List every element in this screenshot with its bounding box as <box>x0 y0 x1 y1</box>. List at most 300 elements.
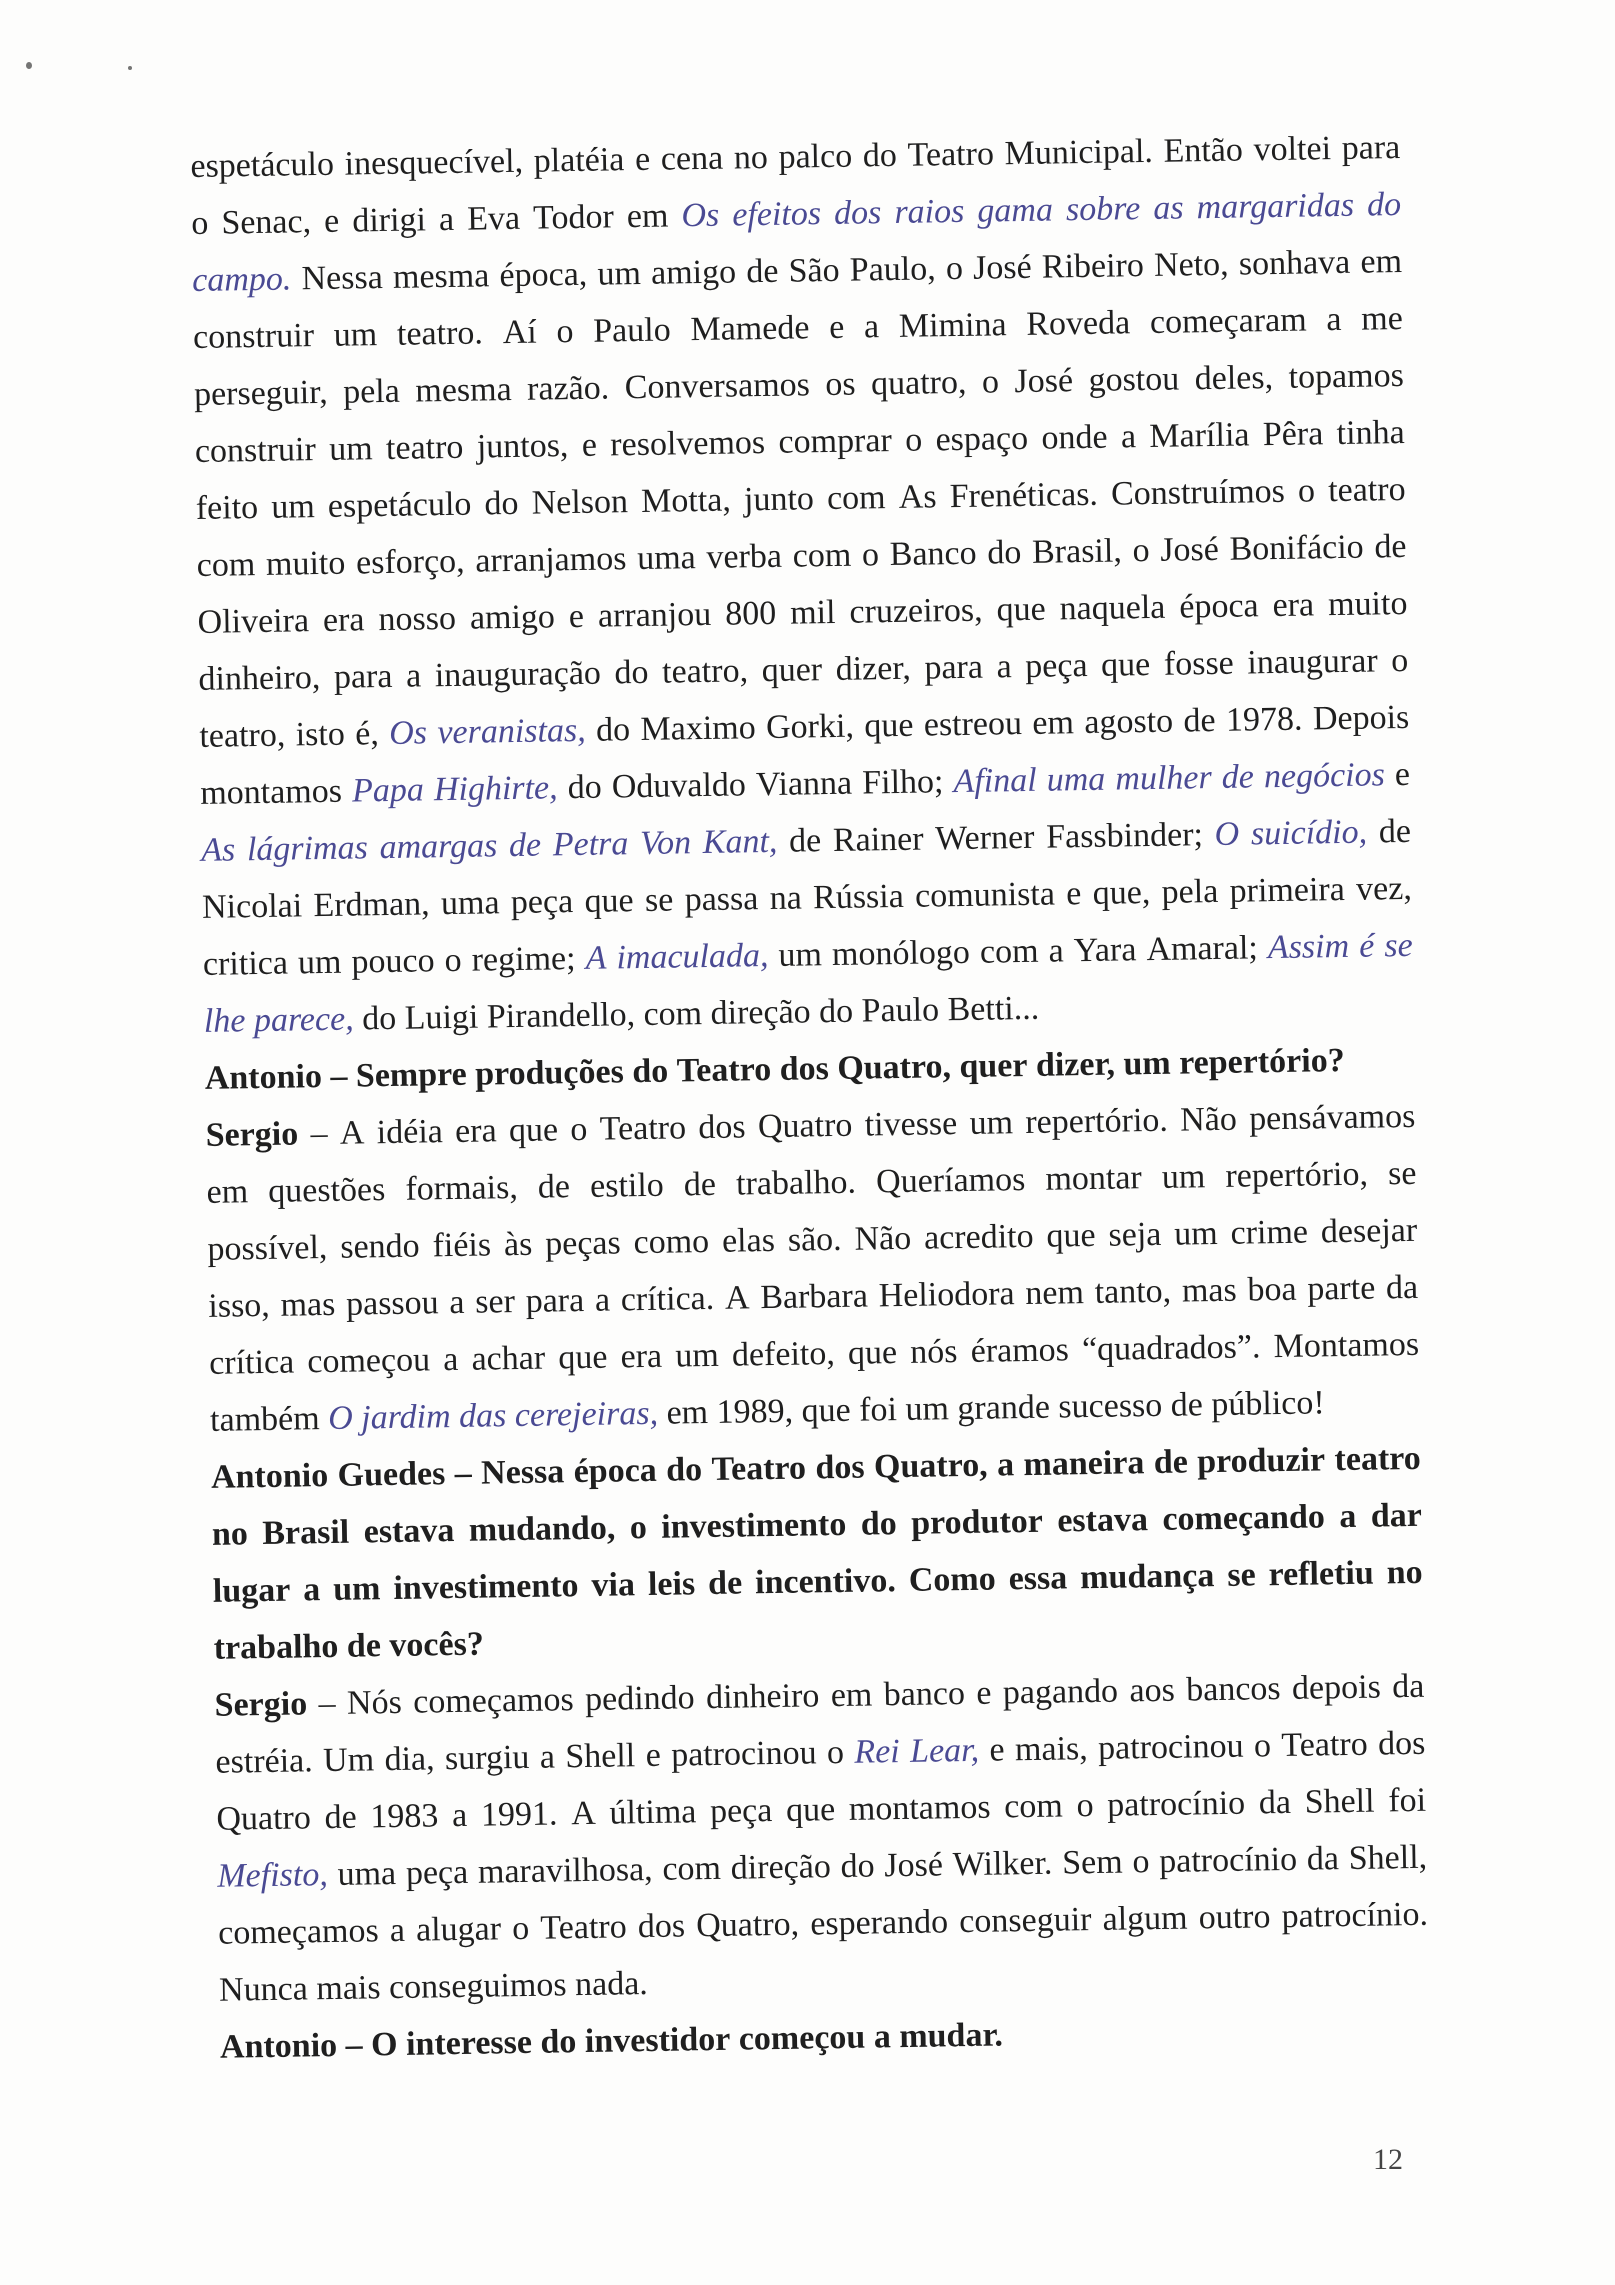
word: sonhava <box>1238 243 1351 283</box>
word: e <box>581 426 598 464</box>
word: Amaral; <box>1146 929 1259 969</box>
bold-word: – <box>345 2026 363 2064</box>
title-word: do <box>1366 185 1402 224</box>
word: foi <box>858 1391 898 1429</box>
word: em <box>206 1173 249 1211</box>
word: São <box>788 251 840 290</box>
bold-word: produtor <box>910 1502 1044 1542</box>
word: Conversamos <box>624 366 811 407</box>
word: 1983 <box>370 1797 439 1836</box>
bold-word: Como <box>908 1560 996 1599</box>
word: de <box>1170 1386 1204 1424</box>
word: e <box>976 1674 992 1712</box>
bold-word: um <box>1123 1044 1171 1083</box>
bold-word: Antonio <box>204 1058 323 1097</box>
word: o <box>1132 1843 1150 1881</box>
word: com <box>826 479 886 518</box>
interviewer-question <box>211 1430 1424 1677</box>
bold-word: do <box>665 1451 703 1489</box>
word: e <box>323 202 340 240</box>
word: teatro, <box>661 652 749 691</box>
word: espetáculo <box>327 485 472 525</box>
word: achar <box>471 1339 546 1378</box>
word: com <box>196 546 256 584</box>
word: que, <box>1092 874 1151 912</box>
word: um <box>674 1336 720 1375</box>
word: sucesso <box>1058 1386 1163 1426</box>
bold-word: investimento <box>393 1567 579 1607</box>
word: Depois <box>1312 698 1410 738</box>
word: Filho; <box>861 763 944 802</box>
word: do <box>614 653 649 692</box>
word: passa <box>684 880 759 919</box>
word: um <box>270 488 316 526</box>
word: Nelson <box>531 483 629 522</box>
title-word: margaridas <box>1196 186 1355 227</box>
title-word: A <box>585 939 607 977</box>
word: gostou <box>1088 360 1180 399</box>
word: e <box>828 308 845 346</box>
word: fiéis <box>432 1226 492 1265</box>
word: o <box>191 204 209 242</box>
bold-word: dar <box>1370 1496 1423 1535</box>
word: feito <box>195 488 259 527</box>
word: teatro <box>385 428 464 467</box>
word: estreou <box>923 705 1023 744</box>
word: Gorki, <box>765 707 855 747</box>
word: Shell, <box>1348 1838 1428 1878</box>
word: do <box>818 992 854 1031</box>
bold-word: Sergio <box>214 1685 308 1724</box>
word: sendo <box>340 1227 420 1266</box>
title-word: dos <box>833 194 882 232</box>
word: A <box>570 1794 596 1833</box>
word: isto <box>295 715 346 754</box>
word: o <box>1390 641 1409 680</box>
word: Rainer <box>832 820 924 859</box>
bold-word: Teatro <box>676 1050 772 1090</box>
title-word: Lear, <box>909 1731 980 1770</box>
title-word: veranistas, <box>437 711 586 752</box>
word: Não <box>854 1219 912 1258</box>
word: e <box>989 1731 1005 1769</box>
word: crime <box>1230 1213 1309 1252</box>
word: dinheiro <box>705 1677 820 1717</box>
word: Erdman, <box>313 885 430 925</box>
scan-speck <box>26 62 32 69</box>
word: “quadrados”. <box>1081 1328 1261 1369</box>
title-word: lágrimas <box>246 829 369 869</box>
word: o <box>511 1909 530 1948</box>
word: do <box>840 1847 875 1885</box>
word: junto <box>743 480 815 519</box>
word: amigo <box>650 253 737 292</box>
word: como <box>633 1222 710 1262</box>
word: depois <box>1291 1668 1382 1707</box>
bold-word: estava <box>363 1512 455 1551</box>
word: e <box>1065 875 1082 913</box>
word: algum <box>1102 1899 1188 1938</box>
scan-speck <box>128 66 132 70</box>
word: época <box>1179 587 1259 626</box>
bold-word: mudando, <box>468 1509 616 1549</box>
word: Oduvaldo <box>611 766 747 806</box>
word: o <box>1132 531 1150 570</box>
word: acredito <box>923 1217 1034 1257</box>
title-word: negócios <box>1263 756 1386 796</box>
word: Bonifácio <box>1229 528 1364 568</box>
word: público! <box>1211 1384 1325 1424</box>
word: do <box>987 533 1022 572</box>
word: uma <box>337 1854 397 1893</box>
word: arranjamos <box>475 540 627 580</box>
word: patrocínio <box>1106 1784 1246 1824</box>
bold-word: refletiu <box>1268 1554 1374 1594</box>
word: a <box>389 1911 406 1950</box>
word: isso, <box>208 1286 271 1325</box>
word: Pirandello, <box>486 996 636 1036</box>
word: Não <box>1179 1100 1238 1139</box>
word: a <box>539 1738 556 1776</box>
title-word: Afinal <box>953 761 1037 801</box>
bold-word: interesse <box>405 2023 533 2063</box>
word: platéia <box>533 141 625 180</box>
document-page <box>190 119 1430 2076</box>
bold-word: de <box>1153 1443 1189 1482</box>
word: a <box>1120 418 1137 456</box>
word: José <box>1159 530 1220 569</box>
word: começamos <box>217 1912 379 1952</box>
title-word: sobre <box>1065 190 1141 229</box>
word: se <box>644 881 674 919</box>
bold-word: estava <box>1057 1501 1149 1540</box>
word: a <box>594 1281 611 1319</box>
word: o <box>861 536 880 574</box>
word: espetáculo <box>190 145 335 185</box>
word: da <box>1385 1268 1419 1307</box>
title-word: de <box>508 826 542 865</box>
word: – <box>318 1684 336 1723</box>
word: que <box>801 1391 851 1430</box>
word: desejar <box>1320 1211 1418 1251</box>
title-word: Petra <box>552 825 629 864</box>
word: Paulo, <box>849 250 936 289</box>
word: era <box>322 601 365 639</box>
word: Wilker. <box>952 1844 1053 1884</box>
word: para <box>924 648 984 687</box>
word: crítica. <box>620 1279 715 1319</box>
bold-word: produzir <box>1196 1441 1326 1481</box>
word: um <box>969 1104 1014 1142</box>
word: patrocínio <box>1158 1840 1298 1880</box>
word: esforço, <box>355 542 465 582</box>
word: com <box>643 995 703 1033</box>
word: o <box>826 1733 845 1772</box>
word: pela <box>1161 872 1219 911</box>
title-word: O <box>327 1399 354 1437</box>
word: quer <box>761 651 823 690</box>
word: Senac, <box>221 203 312 242</box>
word: a <box>863 308 880 346</box>
word: peça <box>1024 646 1088 685</box>
word: começamos <box>412 1681 574 1721</box>
title-word: campo. <box>191 260 292 299</box>
word: 1978. <box>1225 700 1303 739</box>
word: voltei <box>1253 130 1332 169</box>
narrative-paragraph <box>190 119 1414 1050</box>
word: da <box>1391 1667 1425 1706</box>
word: Quatro <box>757 1106 853 1146</box>
bold-word: começou <box>738 2018 866 2058</box>
word: nós <box>909 1333 958 1371</box>
word: vez, <box>1355 869 1413 908</box>
word: que <box>584 882 634 920</box>
title-word: cerejeiras, <box>514 1394 659 1435</box>
word: peça <box>510 883 574 922</box>
bold-word: a <box>996 1446 1015 1484</box>
word: Ribeiro <box>1041 247 1145 286</box>
bold-word: investimento <box>660 1505 847 1546</box>
word: Yara <box>1073 931 1137 970</box>
word: de <box>1183 701 1216 740</box>
word: com <box>662 1849 722 1888</box>
word: Queríamos <box>875 1161 1026 1201</box>
word: éramos <box>970 1331 1070 1370</box>
word: Brasil, <box>1031 532 1123 571</box>
word: nem <box>1025 1274 1085 1313</box>
title-word: mulher <box>1115 759 1212 798</box>
title-word: amargas <box>379 827 498 867</box>
word: e <box>568 597 585 636</box>
word: era <box>620 1337 663 1376</box>
word: A <box>339 1114 365 1152</box>
word: com <box>792 536 852 575</box>
word: Um <box>322 1741 375 1780</box>
word: estilo <box>589 1166 665 1205</box>
bold-word: a <box>1339 1497 1357 1536</box>
bold-word: maneira <box>1023 1444 1145 1484</box>
title-word: parece, <box>253 1000 354 1040</box>
word: Werner <box>934 818 1035 858</box>
word: Nós <box>346 1683 403 1722</box>
word: do <box>862 136 898 175</box>
word: um <box>905 1390 950 1428</box>
word: Teatro <box>540 1908 627 1947</box>
word: de <box>537 1168 571 1206</box>
word: de <box>788 822 822 860</box>
word: monólogo <box>831 933 971 974</box>
word: Pêra <box>1262 415 1324 454</box>
word: perseguir, <box>193 373 328 413</box>
word: – <box>310 1114 328 1153</box>
title-word: uma <box>1046 760 1106 799</box>
word: Quatro <box>216 1799 312 1838</box>
word: arranjou <box>597 595 712 635</box>
word: cruzeiros, <box>849 591 983 631</box>
bold-word: Antonio <box>219 2026 338 2066</box>
bold-word: quer <box>959 1046 1028 1086</box>
word: um <box>778 936 823 974</box>
bold-word: do <box>540 2023 577 2061</box>
word: mesma <box>415 370 512 410</box>
word: era <box>454 1112 497 1150</box>
title-word: Assim <box>1267 927 1350 967</box>
word: defeito, <box>731 1335 836 1374</box>
title-word: lhe <box>203 1002 246 1040</box>
bold-word: Teatro <box>711 1449 807 1488</box>
word: começaram <box>1149 301 1307 341</box>
document-body <box>190 119 1430 2076</box>
word: questões <box>267 1171 386 1210</box>
word: com <box>1003 1787 1064 1826</box>
word: teatro, <box>199 716 286 755</box>
word: um <box>1173 1214 1218 1253</box>
word: José <box>972 248 1032 287</box>
word: nada. <box>574 1965 649 2004</box>
word: da <box>1258 1783 1292 1822</box>
word: construir <box>194 431 317 470</box>
word: dos <box>637 1907 686 1946</box>
word: é, <box>354 715 380 753</box>
title-word: Papa <box>351 771 425 810</box>
word: Mamede <box>690 309 810 349</box>
word: a <box>405 657 422 695</box>
word: uma <box>440 884 500 923</box>
bold-word: se <box>1227 1556 1256 1594</box>
word: montamos <box>848 1788 991 1828</box>
word: José <box>1014 362 1074 401</box>
bold-word: Antonio <box>210 1456 329 1496</box>
bold-word: no <box>211 1515 249 1553</box>
word: do <box>567 768 602 807</box>
word: mais <box>316 1969 381 2008</box>
title-word: Highirte, <box>433 769 558 809</box>
word: os <box>825 365 856 404</box>
word: pensávamos <box>1248 1097 1416 1138</box>
word: época, <box>499 255 588 295</box>
bold-word: – <box>454 1454 473 1493</box>
word: que <box>785 1791 836 1829</box>
word: 800 <box>724 594 777 633</box>
word: repertório. <box>1025 1101 1169 1141</box>
word: Então <box>1163 131 1244 170</box>
bold-word: Sempre <box>355 1055 467 1095</box>
word: para <box>333 657 393 696</box>
word: patrocinou <box>670 1734 817 1774</box>
word: maravilhosa, <box>477 1850 653 1891</box>
word: em <box>626 197 669 236</box>
word: que <box>996 590 1046 629</box>
word: bancos <box>1185 1670 1281 1709</box>
word: naquela <box>1059 588 1166 628</box>
word: Luigi <box>404 998 479 1037</box>
word: montamos <box>200 772 343 812</box>
title-word: O <box>1214 815 1240 853</box>
word: cena <box>660 139 724 178</box>
word: A <box>724 1279 750 1317</box>
word: Betti... <box>947 989 1040 1029</box>
title-word: suicídio, <box>1250 813 1368 853</box>
word: crítica <box>208 1343 295 1382</box>
bold-word: começando <box>1162 1498 1326 1538</box>
bold-word: Nessa <box>480 1453 565 1492</box>
word: e <box>1394 755 1411 794</box>
word: o <box>1253 1727 1272 1765</box>
word: Shell <box>565 1737 636 1776</box>
word: direção <box>710 993 811 1032</box>
bold-word: vocês? <box>389 1625 485 1665</box>
word: de <box>1374 527 1407 566</box>
word: razão. <box>526 369 610 408</box>
word: de <box>324 1798 357 1837</box>
bold-word: incentivo. <box>754 1562 897 1602</box>
bold-word: mudança <box>1079 1557 1215 1597</box>
title-word: Kant, <box>702 822 778 862</box>
bold-word: via <box>591 1566 636 1604</box>
word: na <box>769 879 803 917</box>
word: idéia <box>376 1113 444 1152</box>
title-word: de <box>1221 758 1255 796</box>
word: boa <box>1247 1270 1297 1309</box>
word: em <box>1032 704 1075 742</box>
word: em <box>830 1676 873 1715</box>
title-word: se <box>1384 926 1413 965</box>
bold-word: – <box>330 1057 348 1095</box>
title-word: Os <box>681 196 720 235</box>
word: para <box>525 1281 585 1320</box>
bold-word: lugar <box>212 1571 291 1610</box>
bold-word: leis <box>647 1565 696 1603</box>
word: Sem <box>1061 1843 1123 1882</box>
word: mas <box>1181 1271 1237 1310</box>
bold-word: trabalho <box>213 1627 339 1667</box>
word: patrocinou <box>1097 1727 1244 1767</box>
word: José <box>884 1846 944 1885</box>
bold-word: teatro <box>1334 1439 1421 1479</box>
word: Oliveira <box>197 602 310 641</box>
bold-word: Sergio <box>205 1115 299 1154</box>
word: Teatro <box>1281 1725 1369 1765</box>
word: inauguração <box>434 654 602 695</box>
word: Shell <box>1304 1782 1375 1821</box>
word: regime; <box>471 940 576 979</box>
title-word: jardim <box>360 1398 451 1437</box>
word: estréia. <box>215 1742 314 1781</box>
word: patrocínio. <box>1281 1895 1429 1936</box>
word: um <box>297 943 342 982</box>
word: a <box>449 1283 465 1322</box>
title-word: As <box>200 831 236 869</box>
word: 1989, <box>716 1392 794 1431</box>
bold-word: produções <box>474 1053 625 1093</box>
word: me <box>1360 299 1404 338</box>
word: que <box>864 706 914 745</box>
word: do <box>484 484 519 523</box>
word: de <box>1378 812 1412 851</box>
word: esperando <box>809 1903 949 1943</box>
word: e <box>634 140 651 179</box>
word: outro <box>1198 1898 1271 1937</box>
word: do <box>361 999 397 1038</box>
title-word: é <box>1358 927 1375 965</box>
bold-word: do <box>632 1052 669 1091</box>
word: são. <box>787 1220 842 1259</box>
word: Montamos <box>1273 1325 1420 1366</box>
word: tinha <box>1336 413 1405 453</box>
word: comprar <box>778 422 893 461</box>
bold-word: dizer, <box>1035 1045 1116 1084</box>
word: era <box>1272 586 1315 625</box>
